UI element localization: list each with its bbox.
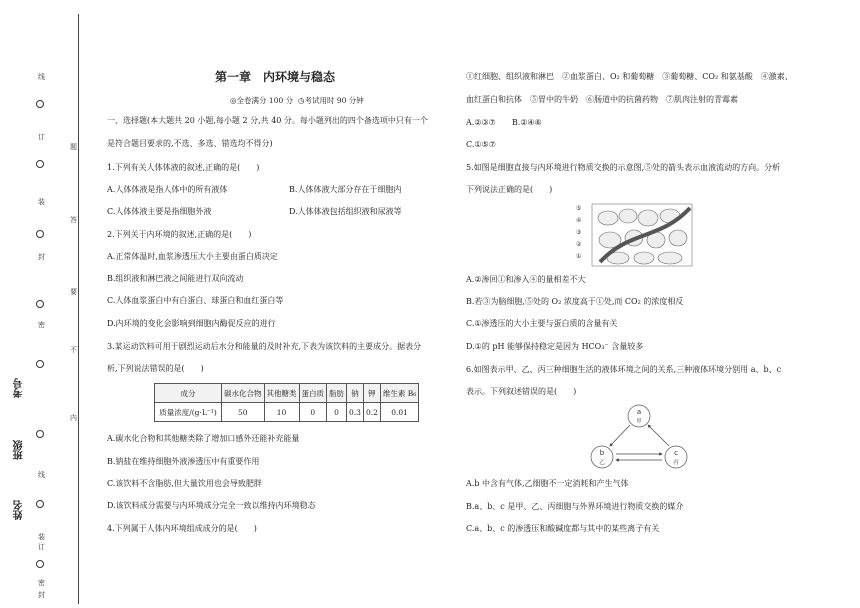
- q1-option-b: B.人体体液大部分存在于细胞内: [289, 185, 402, 194]
- section-heading-2: 是符合题目要求的,不选、多选、错选均不得分): [107, 139, 273, 148]
- svg-text:③: ③: [576, 229, 582, 236]
- binding-line: [78, 14, 79, 604]
- table-cell: 10: [264, 403, 299, 422]
- binding-char: 要: [70, 288, 77, 296]
- q6-stem: 6.如图表示甲、乙、丙三种细胞生活的液体环境之间的关系,三种液体环境分别用 a、b、c: [466, 365, 782, 374]
- q4-options-2: C.①⑤⑦: [466, 140, 496, 149]
- table-header-cell: 钠: [347, 384, 364, 403]
- binding-char: 线: [38, 73, 45, 81]
- q1-stem: 1.下列有关人体体液的叙述,正确的是( ): [107, 163, 260, 172]
- q2-stem: 2.下列关于内环境的叙述,正确的是( ): [107, 230, 252, 239]
- q3-stem-2: 析,下列说法错误的是( ): [107, 364, 204, 373]
- binding-char: 装: [38, 198, 45, 206]
- table-header-cell: 碳水化合物: [222, 384, 265, 403]
- score-icon: ◎: [230, 96, 237, 105]
- binding-char: 线: [38, 471, 45, 479]
- q4-items: ①红细胞、组织液和淋巴 ②血浆蛋白、O₂ 和葡萄糖 ③葡萄糖、CO₂ 和氨基酸 ④激素、: [466, 72, 793, 81]
- table-row: [155, 403, 419, 422]
- q4-stem: 4.下列属于人体内环境组成成分的是( ): [107, 524, 257, 533]
- table-cell: 0.01: [380, 403, 418, 422]
- q6-stem-2: 表示。下列叙述错误的是( ): [466, 387, 577, 396]
- q3-option-c: C.该饮料不含脂肪,但大量饮用也会导致肥胖: [107, 479, 262, 488]
- svg-text:⑤: ⑤: [576, 205, 582, 212]
- binding-char: 封: [38, 591, 45, 599]
- q2-option-c: C.人体血浆蛋白中有白蛋白、球蛋白和血红蛋白等: [107, 296, 284, 305]
- environment-diagram: [584, 402, 694, 474]
- binding-char: 密: [38, 579, 45, 587]
- q1-option-d: D.人体体液包括组织液和尿液等: [289, 207, 402, 216]
- q4-items-2: 血红蛋白和抗体 ⑤胃中的牛奶 ⑥肠道中的抗菌药物 ⑦肌肉注射的青霉素: [466, 95, 738, 104]
- svg-text:a: a: [636, 408, 642, 416]
- svg-text:乙: 乙: [599, 460, 605, 466]
- exam-meta: [230, 95, 364, 106]
- binding-char: 题: [70, 143, 77, 151]
- binding-hole-circle: [36, 360, 44, 368]
- q6-option-c: C.a、b、c 的渗透压和酸碱度都与其中的某些离子有关: [466, 524, 660, 533]
- class-label: 班级: [14, 440, 25, 460]
- table-header-cell: 蛋白质: [299, 384, 327, 403]
- table-cell: 0.2: [363, 403, 380, 422]
- q1-option-c: C.人体体液主要是指细胞外液: [107, 207, 212, 216]
- q4-options: A.②③⑦ B.②④⑥: [466, 118, 542, 127]
- svg-text:④: ④: [576, 217, 582, 224]
- binding-hole-circle: [36, 230, 44, 238]
- table-cell: 0: [327, 403, 347, 422]
- binding-char: 订: [38, 133, 45, 141]
- q3-option-a: A.碳水化合物和其他糖类除了增加口感外还能补充能量: [107, 434, 300, 443]
- table-header-cell: 其他糖类: [264, 384, 299, 403]
- q6-option-b: B.a、b、c 是甲、乙、丙细胞与外界环境进行物质交换的媒介: [466, 502, 684, 511]
- page-title: 第一章 内环境与稳态: [215, 70, 336, 84]
- table-cell: 50: [222, 403, 265, 422]
- q5-option-c: C.①渗透压的大小主要与蛋白质的含量有关: [466, 319, 618, 328]
- q6-option-a: A.b 中含有气体,乙细胞不一定消耗和产生气体: [466, 479, 629, 488]
- binding-hole-circle: [36, 560, 44, 568]
- q5-option-a: A.②渗回①和渗入④的量相差不大: [466, 275, 586, 284]
- binding-hole-circle: [36, 100, 44, 108]
- binding-char: 不: [70, 346, 77, 354]
- q2-option-b: B.组织液和淋巴液之间能进行双向流动: [107, 274, 244, 283]
- tissue-diagram: [570, 200, 700, 270]
- q5-stem-2: 下列说法正确的是( ): [466, 185, 553, 194]
- binding-char: 封: [38, 253, 45, 261]
- clock-icon: ◷: [297, 96, 305, 105]
- table-header-cell: 成分: [155, 384, 222, 403]
- binding-hole-circle: [36, 500, 44, 508]
- q3-option-d: D.该饮料成分需要与内环境成分完全一致以维持内环境稳态: [107, 501, 316, 510]
- q5-stem: 5.如图是细胞直接与内环境进行物质交换的示意图,⑤处的箭头表示血液流动的方向。分析: [466, 163, 781, 172]
- table-header-cell: 钾: [363, 384, 380, 403]
- table-header-cell: 脂肪: [327, 384, 347, 403]
- table-cell: 0: [299, 403, 327, 422]
- beverage-table: [154, 383, 419, 422]
- total-score: 全卷满分 100 分: [236, 96, 294, 105]
- svg-text:b: b: [599, 449, 605, 457]
- binding-char: 内: [70, 414, 77, 422]
- name-label: 姓名: [14, 500, 25, 520]
- q3-option-b: B.钠盐在维持细胞外液渗透压中有重要作用: [107, 457, 260, 466]
- binding-hole-circle: [36, 160, 44, 168]
- svg-text:②: ②: [576, 241, 582, 248]
- svg-text:①: ①: [576, 253, 582, 260]
- exam-time: 考试用时 90 分钟: [304, 96, 364, 105]
- svg-text:甲: 甲: [636, 419, 642, 425]
- q2-option-d: D.内环境的变化会影响到细胞内酶促反应的进行: [107, 319, 276, 328]
- binding-hole-circle: [36, 430, 44, 438]
- q2-option-a: A.正常体温时,血浆渗透压大小主要由蛋白质决定: [107, 252, 278, 261]
- binding-char: 装: [38, 533, 45, 541]
- q3-stem: 3.某运动饮料可用于剧烈运动后水分和能量的及时补充,下表为该饮料的主要成分。据表分: [107, 342, 422, 351]
- figure-labels: [576, 205, 582, 260]
- binding-char: 密: [38, 321, 45, 329]
- exchange-arrows: [610, 425, 669, 460]
- table-row-label: 质量浓度/(g·L⁻¹): [155, 403, 222, 422]
- q1-option-a: A.人体体液是指人体中的所有液体: [107, 185, 228, 194]
- binding-hole-circle: [36, 300, 44, 308]
- binding-char: 订: [38, 543, 45, 551]
- q5-option-d: D.①的 pH 能够保持稳定是因为 HCO₃⁻ 含量较多: [466, 342, 644, 351]
- binding-char: 答: [70, 216, 77, 224]
- svg-text:丙: 丙: [673, 460, 679, 466]
- table-header-row: [155, 384, 419, 403]
- q5-option-b: B.若③为脑细胞,⑤处的 O₂ 浓度高于①处,而 CO₂ 的浓度相反: [466, 297, 684, 306]
- exam-number-label: 考号: [14, 378, 25, 398]
- table-header-cell: 维生素 B₆: [380, 384, 418, 403]
- svg-text:c: c: [674, 449, 678, 457]
- table-cell: 0.3: [347, 403, 364, 422]
- section-heading: 一、选择题(本大题共 20 小题,每小题 2 分,共 40 分。每小题列出的四个备选项中只有一个: [107, 116, 428, 125]
